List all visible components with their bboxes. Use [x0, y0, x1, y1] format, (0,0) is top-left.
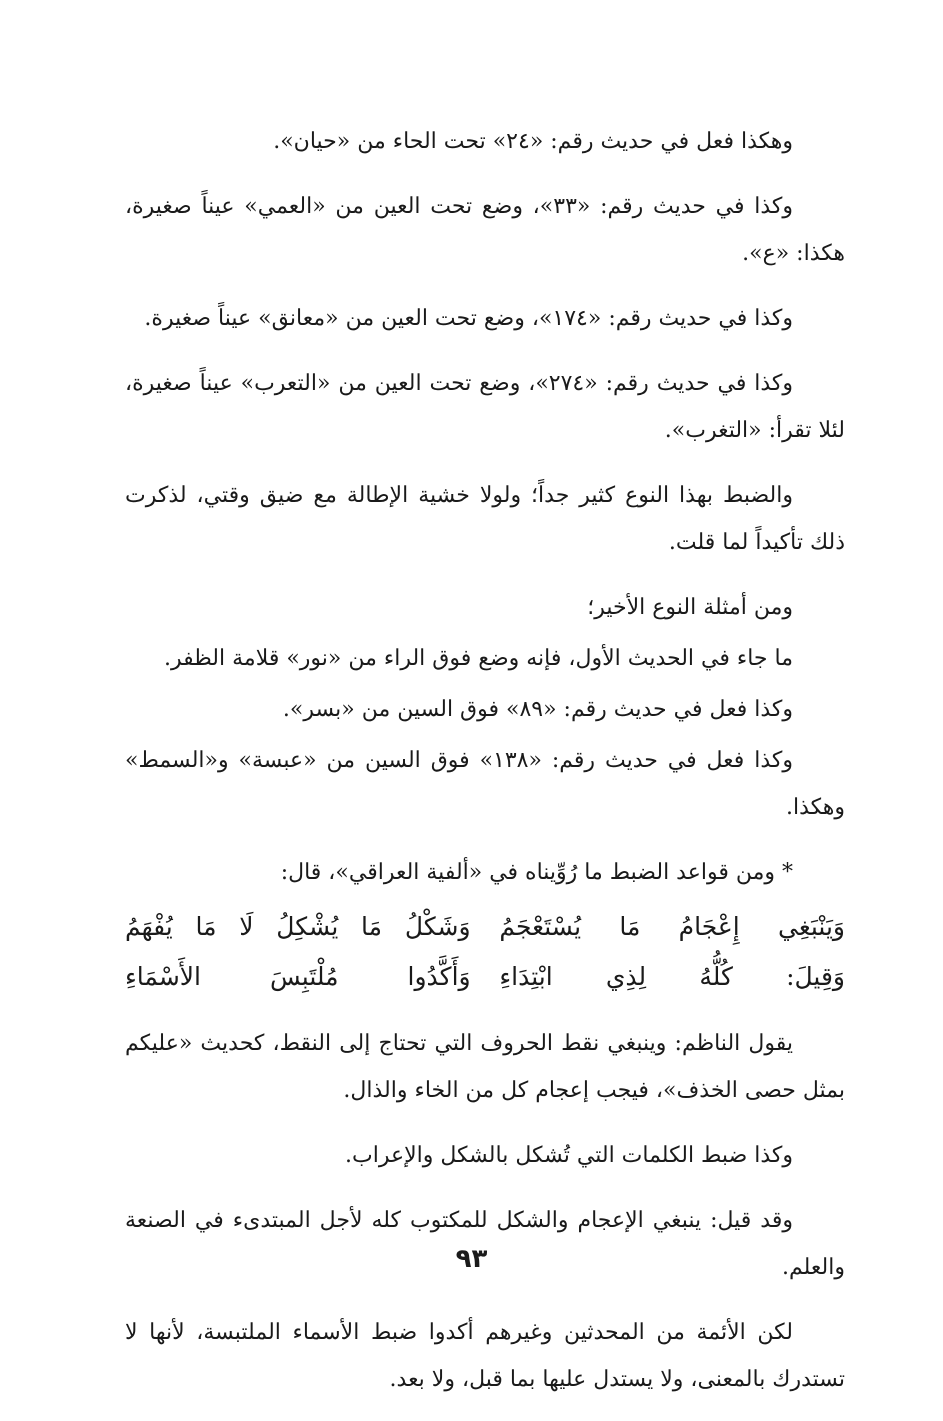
paragraph: وكذا في حديث رقم: «١٧٤»، وضع تحت العين من «معانق» عيناً صغيرة.: [144, 306, 793, 331]
paragraph: لكن الأئمة من المحدثين وغيرهم أكدوا ضبط الأسماء الملتبسة، لأنها لا تستدرك بالمعنى، ولا يستدل عليها بما قبل، ولا بعد.: [125, 1320, 845, 1392]
paragraph: وكذا في حديث رقم: «٣٣»، وضع تحت العين من «العمي» عيناً صغيرة، هكذا: «ع».: [125, 194, 845, 266]
verse-line: [125, 902, 845, 952]
paragraph: ومن أمثلة النوع الأخير؛: [587, 595, 793, 620]
page-body: [125, 118, 845, 1421]
paragraph: يقول الناظم: وينبغي نقط الحروف التي تحتاج إلى النقط، كحديث «عليكم بمثل حصى الخذف»، فيجب إعجام كل من الخاء والذال.: [125, 1031, 845, 1103]
verse-second-hemistich: وَشَكْلُ مَا يُشْكِلُ لَا مَا يُفْهَمُ: [125, 912, 471, 941]
paragraph: وكذا في حديث رقم: «٢٧٤»، وضع تحت العين من «التعرب» عيناً صغيرة، لئلا تقرأ: «التغرب».: [125, 371, 845, 443]
verse-line: [125, 952, 845, 1002]
paragraph: وكذا ضبط الكلمات التي تُشكل بالشكل والإعراب.: [345, 1143, 793, 1168]
paragraph: وقد قيل: ينبغي الإعجام والشكل للمكتوب كله لأجل المبتدىء في الصنعة والعلم.: [125, 1208, 845, 1280]
paragraph: وهكذا فعل في حديث رقم: «٢٤» تحت الحاء من «حيان».: [273, 129, 793, 154]
paragraph: * ومن قواعد الضبط ما رُوِّيناه في «ألفية العراقي»، قال:: [280, 860, 793, 885]
verse-first-hemistich: وَقِيلَ: كُلُّهُ لِذِي ابْتِدَاءِ: [499, 962, 845, 991]
paragraph: وكذا فعل في حديث رقم: «٨٩» فوق السين من «بسر».: [282, 697, 793, 722]
poem-verses: [125, 902, 845, 1002]
verse-second-hemistich: وَأَكَّدُوا مُلْتَبِسَ الأَسْمَاءِ: [125, 962, 471, 991]
page-number: ٩٣: [455, 1244, 488, 1274]
paragraph: ما جاء في الحديث الأول، فإنه وضع فوق الراء من «نور» قلامة الظفر.: [164, 646, 793, 671]
verse-first-hemistich: وَيَنْبَغِي إِعْجَامُ مَا يُسْتَعْجَمُ: [499, 912, 845, 941]
paragraph: وكذا فعل في حديث رقم: «١٣٨» فوق السين من «عبسة» و«السمط» وهكذا.: [125, 748, 845, 820]
paragraph: والضبط بهذا النوع كثير جداً؛ ولولا خشية الإطالة مع ضيق وقتي، لذكرت ذلك تأكيداً لما قلت.: [125, 483, 845, 555]
